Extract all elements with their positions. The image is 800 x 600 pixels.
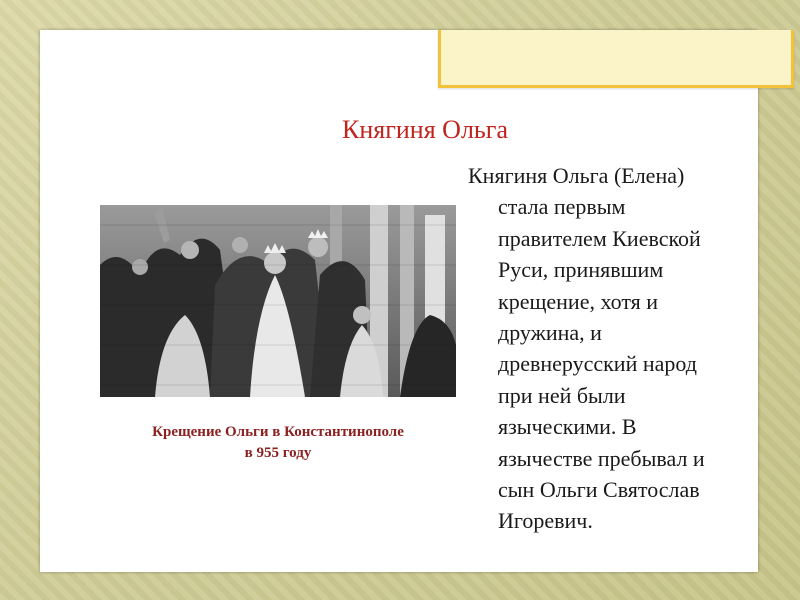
body-line: древнерусский народ <box>498 351 697 377</box>
slide-title: Княгиня Ольга <box>342 115 508 144</box>
engraving-illustration <box>100 205 456 397</box>
engraving-image <box>100 205 456 397</box>
body-line: дружина, и <box>498 320 602 346</box>
body-line: крещение, хотя и <box>498 288 659 314</box>
image-caption <box>98 422 458 464</box>
body-paragraph <box>468 160 768 537</box>
decorative-tab <box>438 30 794 88</box>
body-line: язычестве пребывал и <box>498 445 705 471</box>
body-line: сын Ольги Святослав <box>498 477 700 503</box>
body-line: Руси, принявшим <box>498 257 664 283</box>
body-line: Игоревич. <box>498 508 593 534</box>
caption-line-2: в 955 году <box>244 445 312 461</box>
body-line: правителем Киевской <box>498 225 701 251</box>
body-line: стала первым <box>498 194 626 220</box>
caption-line-1: Крещение Ольги в Константинополе <box>152 424 404 440</box>
body-line: при ней были <box>498 382 626 408</box>
body-line: языческими. В <box>498 414 637 440</box>
slide-panel <box>40 30 758 572</box>
body-line: Княгиня Ольга (Елена) <box>468 163 685 188</box>
